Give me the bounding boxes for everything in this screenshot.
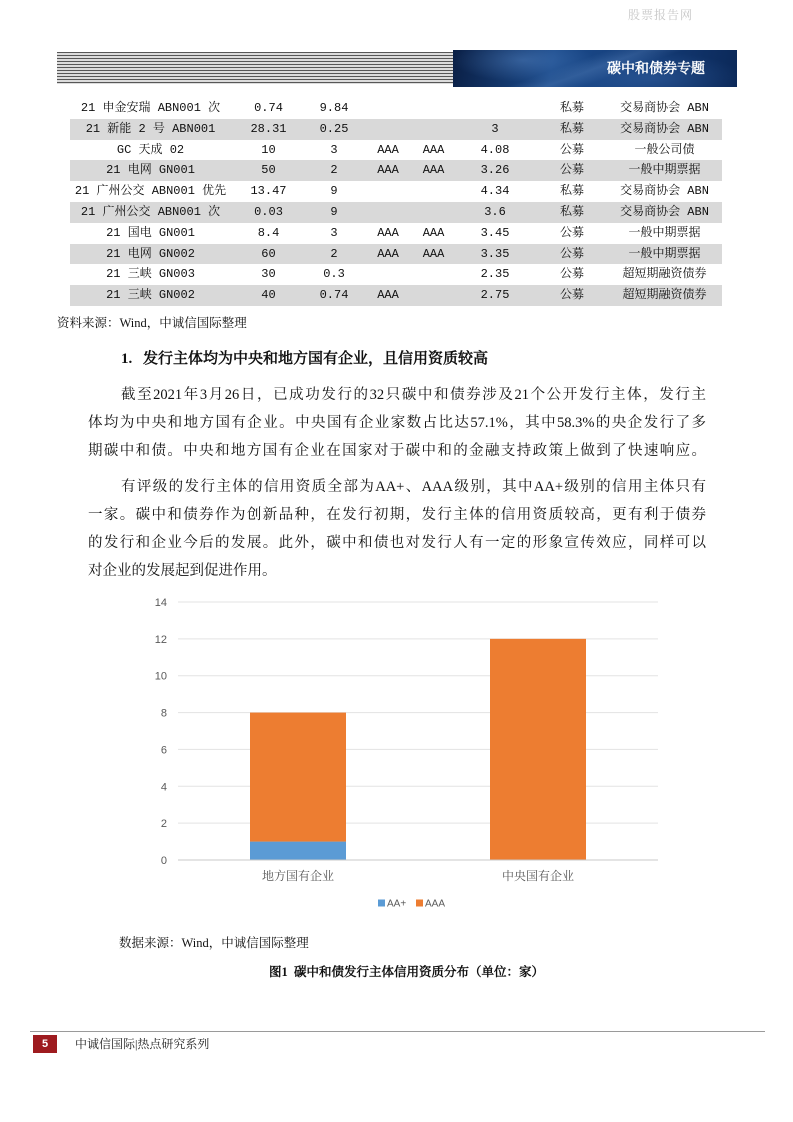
y-tick-label: 6 [160,744,167,757]
table-cell-col2: 13.47 [250,184,287,199]
table-cell-col3: 3 [330,142,338,157]
legend-label-aa-plus: AA+ [387,898,407,910]
table-cell-col4 [362,98,414,119]
table-cell-col6: 3.35 [453,244,537,265]
table-row [70,160,722,181]
table-cell-col2: 8.4 [257,225,280,240]
footer-divider [30,1031,765,1032]
table-cell-col4: AAA [362,160,414,181]
y-tick-label: 12 [154,633,167,646]
table-cell-col8: 一般中期票据 [607,160,722,181]
site-watermark: 股票报告网 [628,8,694,22]
report-topic-title: 碳中和债券专题 [607,61,705,77]
paragraph-line: 的发行和企业今后的发展。此外，碳中和债也对发行人有一定的形象宣传效应，同样可以 [88,535,706,551]
table-cell-col8: 交易商协会 ABN [607,119,722,140]
table-cell-col1: GC 天成 02 [116,142,185,157]
paragraph-line: 截至2021年3月26日，已成功发行的32只碳中和债券涉及21个公开发行主体，发行主 [121,387,706,403]
table-cell-col2: 10 [261,142,276,157]
table-cell-col6: 3 [453,119,537,140]
table-cell-col5 [414,98,453,119]
table-cell-col8: 一般中期票据 [607,244,722,265]
table-cell-col5 [414,202,453,223]
figure-caption: 图1 碳中和债发行主体信用资质分布（单位：家） [268,965,544,979]
table-cell-col5: AAA [414,160,453,181]
table-cell-col1: 21 申金安瑞 ABN001 次 [80,101,221,115]
bar-aa-plus-1 [250,842,346,860]
legend-swatch-aaa [416,900,423,907]
table-cell-col4 [362,119,414,140]
paragraph-line: 有评级的发行主体的信用资质全部为AA+、AAA级别，其中AA+级别的信用主体只有 [121,479,706,495]
table-cell-col6: 2.35 [480,267,510,282]
table-cell-col7: 公募 [537,160,607,181]
x-category-label: 中央国有企业 [501,869,575,883]
table-cell-col1: 21 广州公交 ABN001 优先 [74,184,227,199]
table-cell-col3: 9.84 [319,101,349,115]
table-cell-col4: AAA [362,244,414,265]
table-cell-col3: 0.74 [306,285,362,306]
table-cell-col8: 一般公司债 [634,142,695,157]
y-tick-label: 14 [154,597,167,609]
y-tick-label: 0 [160,855,167,867]
table-cell-col7: 私募 [559,184,584,199]
table-cell-col3: 0.25 [306,119,362,140]
table-cell-col3: 2 [306,160,362,181]
table-cell-col3: 3 [330,225,338,240]
table-cell-col7: 公募 [559,225,584,240]
table-cell-col6: 2.75 [453,285,537,306]
table-cell-col4: AAA [362,285,414,306]
table-cell-col4 [362,264,414,285]
paragraph-line: 一家。碳中和债券作为创新品种，在发行初期，发行主体的信用资质较高，更有利于债券 [88,507,706,523]
table-row [70,98,722,119]
table-cell-col2: 0.03 [231,202,306,223]
table-cell-col7: 公募 [537,285,607,306]
y-tick-label: 4 [160,781,167,794]
paragraph-line: 体均为中央和地方国有企业。中央国有企业家数占比达57.1%，其中58.3%的央企发行了多 [88,415,706,431]
table-cell-col1: 21 新能 2 号 ABN001 [70,119,231,140]
legend-swatch-aa-plus [378,900,385,907]
table-row [70,140,722,161]
header-stripe-band [57,52,455,84]
credit-quality-bar-chart [130,590,690,920]
table-source-note: 资料来源：Wind，中诚信国际整理 [57,316,247,330]
table-cell-col1: 21 电网 GN001 [70,160,231,181]
table-cell-col4 [362,181,414,202]
table-cell-col8: 一般中期票据 [628,225,701,240]
section-title: 发行主体均为中央和地方国有企业，且信用资质较高 [143,351,489,367]
table-cell-col2: 28.31 [231,119,306,140]
table-cell-col1: 21 三峡 GN002 [70,285,231,306]
table-cell-col8: 交易商协会 ABN [620,101,709,115]
table-row [70,264,722,285]
table-cell-col2: 0.74 [254,101,283,115]
table-cell-col8: 超短期融资债券 [622,267,707,282]
table-cell-col5 [414,181,453,202]
table-row [70,244,722,265]
table-cell-col1: 21 三峡 GN003 [106,267,195,282]
bond-table-body [70,98,722,306]
table-row [70,223,722,244]
table-cell-col1: 21 国电 GN001 [106,225,195,240]
table-cell-col5 [414,285,453,306]
table-cell-col2: 30 [261,267,276,282]
table-cell-col1: 21 广州公交 ABN001 次 [70,202,231,223]
table-cell-col5 [414,119,453,140]
table-cell-col6: 3.45 [480,225,510,240]
table-row [70,202,722,223]
y-tick-label: 10 [154,670,167,683]
y-tick-label: 2 [160,818,167,831]
table-cell-col6 [453,98,537,119]
table-cell-col7: 公募 [537,244,607,265]
table-cell-col3: 2 [306,244,362,265]
footer-series-title: 中诚信国际|热点研究系列 [75,1037,210,1051]
table-cell-col2: 60 [231,244,306,265]
table-cell-col3: 9 [306,202,362,223]
table-cell-col5 [414,264,453,285]
table-cell-col5: AAA [414,244,453,265]
paragraph-line: 对企业的发展起到促进作用。 [88,563,277,579]
table-row [70,285,722,306]
y-tick-label: 8 [160,707,167,720]
table-cell-col8: 交易商协会 ABN [620,184,709,199]
table-cell-col1: 21 电网 GN002 [70,244,231,265]
table-cell-col5: AAA [422,225,445,240]
table-cell-col4: AAA [377,142,399,157]
bar-aaa-1 [250,713,346,842]
table-cell-col4 [362,202,414,223]
table-cell-col7: 私募 [559,101,584,115]
table-cell-col2: 40 [231,285,306,306]
table-cell-col3: 0.3 [323,267,345,282]
table-cell-col4: AAA [377,225,399,240]
table-cell-col6: 4.34 [480,184,510,199]
table-cell-col6: 3.26 [453,160,537,181]
paragraph-line: 期碳中和债。中央和地方国有企业在国家对于碳中和的金融支持政策上做到了快速响应。 [88,443,706,459]
table-cell-col6: 4.08 [480,142,510,157]
table-cell-col5: AAA [422,142,445,157]
chart-source-note: 数据来源：Wind，中诚信国际整理 [119,936,309,950]
table-cell-col8: 超短期融资债券 [607,285,722,306]
table-cell-col7: 公募 [559,267,584,282]
header-banner-image [453,50,737,87]
legend-label-aaa: AAA [425,898,446,910]
table-row [70,181,722,202]
table-cell-col7: 公募 [559,142,584,157]
table-row [70,119,722,140]
table-cell-col2: 50 [231,160,306,181]
table-cell-col3: 9 [330,184,338,199]
bond-issuance-table [70,98,722,306]
x-category-label: 地方国有企业 [261,869,335,883]
page-number: 5 [33,1035,57,1053]
bar-aaa-2 [490,639,586,860]
section-number: 1. [121,351,133,367]
table-cell-col7: 私募 [537,202,607,223]
table-cell-col8: 交易商协会 ABN [607,202,722,223]
table-cell-col6: 3.6 [453,202,537,223]
table-cell-col7: 私募 [537,119,607,140]
